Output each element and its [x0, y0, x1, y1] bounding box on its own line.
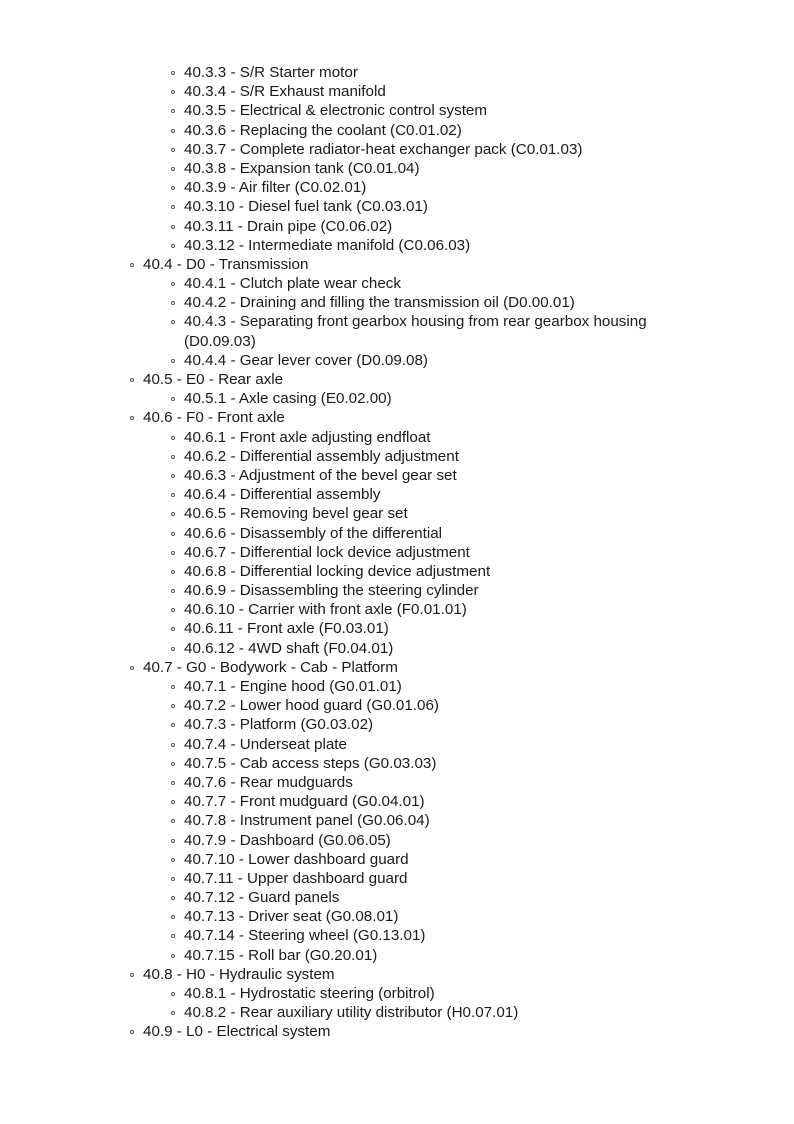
toc-entry[interactable] [0, 293, 794, 312]
toc-entry[interactable] [0, 159, 794, 178]
toc-entry-label: 40.6.1 - Front axle adjusting endfloat [184, 428, 431, 446]
toc-entry[interactable] [0, 312, 794, 331]
circle-bullet-icon [171, 359, 175, 363]
circle-bullet-icon [171, 954, 175, 958]
circle-bullet-icon [171, 532, 175, 536]
toc-entry-label: 40.6.7 - Differential lock device adjustment [184, 543, 470, 561]
toc-entry-label: 40.6.8 - Differential locking device adjustment [184, 562, 491, 580]
toc-entry[interactable] [0, 447, 794, 466]
circle-bullet-icon [130, 263, 134, 267]
circle-bullet-icon [171, 397, 175, 401]
toc-entry-label: 40.7.12 - Guard panels [184, 889, 340, 907]
toc-entry-label: 40.7.4 - Underseat plate [184, 735, 347, 753]
toc-entry[interactable] [0, 121, 794, 140]
toc-entry-label: 40.7.15 - Roll bar (G0.20.01) [184, 946, 378, 964]
toc-entry[interactable] [0, 946, 794, 965]
toc-entry-label: 40.8.2 - Rear auxiliary utility distributor (H0.07.01) [184, 1004, 519, 1022]
circle-bullet-icon [171, 570, 175, 574]
toc-section[interactable] [0, 658, 794, 677]
toc-entry-label: 40.5.1 - Axle casing (E0.02.00) [184, 390, 392, 408]
toc-entry[interactable] [0, 926, 794, 945]
toc-entry-label: 40.4.4 - Gear lever cover (D0.09.08) [184, 351, 428, 369]
toc-entry[interactable] [0, 1003, 794, 1022]
toc-entry[interactable] [0, 217, 794, 236]
toc-entry-label: 40.5 - E0 - Rear axle [143, 371, 284, 388]
toc-entry-label: 40.7.13 - Driver seat (G0.08.01) [184, 908, 399, 926]
toc-entry[interactable] [0, 600, 794, 619]
toc-entry[interactable] [0, 754, 794, 773]
toc-entry-label: 40.3.11 - Drain pipe (C0.06.02) [184, 217, 393, 235]
toc-entry-label: 40.8 - H0 - Hydraulic system [143, 965, 335, 983]
toc-entry[interactable] [0, 792, 794, 811]
toc-entry[interactable] [0, 63, 794, 82]
toc-entry-label: 40.3.9 - Air filter (C0.02.01) [184, 179, 367, 197]
toc-entry[interactable] [0, 888, 794, 907]
toc-entry[interactable] [0, 984, 794, 1003]
circle-bullet-icon [171, 205, 175, 209]
toc-entry[interactable] [0, 831, 794, 850]
circle-bullet-icon [171, 781, 175, 785]
toc-entry-label: 40.4 - D0 - Transmission [143, 255, 309, 273]
circle-bullet-icon [171, 129, 175, 133]
toc-entry-label: 40.7.7 - Front mudguard (G0.04.01) [184, 793, 425, 811]
toc-entry[interactable] [0, 811, 794, 830]
toc-entry-label: 40.6.4 - Differential assembly [184, 486, 381, 504]
toc-entry[interactable] [0, 581, 794, 600]
toc-entry[interactable] [0, 504, 794, 523]
toc-entry-label: 40.6.12 - 4WD shaft (F0.04.01) [184, 639, 394, 657]
circle-bullet-icon [171, 685, 175, 689]
circle-bullet-icon [171, 819, 175, 823]
toc-entry-label: 40.7.3 - Platform (G0.03.02) [184, 716, 374, 734]
toc-entry-label-continuation: (D0.09.03) [184, 332, 256, 350]
toc-entry-label: 40.7.9 - Dashboard (G0.06.05) [184, 831, 391, 849]
toc-entry-label: 40.6.2 - Differential assembly adjustment [184, 447, 459, 465]
toc-entry-label: 40.7 - G0 - Bodywork - Cab - Platform [143, 658, 398, 676]
circle-bullet-icon [171, 71, 175, 75]
toc-section[interactable] [0, 408, 794, 427]
toc-entry-label: 40.3.3 - S/R Starter motor [184, 64, 358, 81]
toc-entry-label: 40.4.2 - Draining and filling the transmission oil (D0.00.01) [184, 294, 575, 312]
toc-entry-continuation[interactable] [0, 332, 794, 351]
toc-entry-label: 40.6.6 - Disassembly of the differential [184, 524, 443, 542]
toc-entry-label: 40.6.11 - Front axle (F0.03.01) [184, 620, 389, 638]
toc-entry-label: 40.3.7 - Complete radiator-heat exchanger pack (C0.01.03) [184, 140, 583, 158]
toc-entry-label: 40.9 - L0 - Electrical system [143, 1023, 331, 1041]
circle-bullet-icon [171, 225, 175, 229]
circle-bullet-icon [171, 589, 175, 593]
toc-entry[interactable] [0, 869, 794, 888]
toc-entry-label: 40.8.1 - Hydrostatic steering (orbitrol) [184, 985, 435, 1002]
circle-bullet-icon [171, 743, 175, 747]
circle-bullet-icon [171, 474, 175, 478]
toc-entry[interactable] [0, 466, 794, 485]
table-of-contents [0, 63, 794, 1042]
circle-bullet-icon [171, 244, 175, 248]
toc-section[interactable] [0, 1022, 794, 1041]
circle-bullet-icon [171, 627, 175, 631]
circle-bullet-icon [171, 282, 175, 286]
toc-entry[interactable] [0, 485, 794, 504]
circle-bullet-icon [130, 973, 134, 977]
toc-section[interactable] [0, 965, 794, 984]
toc-entry[interactable] [0, 82, 794, 101]
toc-entry[interactable] [0, 639, 794, 658]
circle-bullet-icon [171, 896, 175, 900]
circle-bullet-icon [171, 512, 175, 516]
circle-bullet-icon [171, 608, 175, 612]
circle-bullet-icon [171, 167, 175, 171]
toc-entry[interactable] [0, 850, 794, 869]
circle-bullet-icon [171, 493, 175, 497]
toc-entry[interactable] [0, 140, 794, 159]
circle-bullet-icon [171, 320, 175, 324]
toc-entry[interactable] [0, 524, 794, 543]
circle-bullet-icon [171, 858, 175, 862]
toc-entry-label: 40.7.10 - Lower dashboard guard [184, 850, 409, 868]
circle-bullet-icon [171, 647, 175, 651]
toc-entry[interactable] [0, 101, 794, 120]
circle-bullet-icon [130, 416, 134, 420]
circle-bullet-icon [171, 800, 175, 804]
circle-bullet-icon [171, 992, 175, 996]
circle-bullet-icon [171, 762, 175, 766]
toc-entry[interactable] [0, 619, 794, 638]
toc-entry[interactable] [0, 907, 794, 926]
toc-entry-label: 40.6.5 - Removing bevel gear set [184, 505, 408, 523]
circle-bullet-icon [171, 148, 175, 152]
toc-entry-label: 40.4.3 - Separating front gearbox housing from rear gearbox housing [184, 313, 647, 331]
circle-bullet-icon [130, 666, 134, 670]
circle-bullet-icon [171, 436, 175, 440]
toc-entry-label: 40.7.1 - Engine hood (G0.01.01) [184, 678, 402, 695]
toc-section[interactable] [0, 370, 794, 389]
toc-entry-label: 40.6.10 - Carrier with front axle (F0.01.01) [184, 601, 467, 619]
circle-bullet-icon [130, 1030, 134, 1034]
toc-entry[interactable] [0, 696, 794, 715]
toc-entry[interactable] [0, 677, 794, 696]
toc-entry-label: 40.3.6 - Replacing the coolant (C0.01.02) [184, 121, 462, 139]
circle-bullet-icon [171, 186, 175, 190]
toc-entry-label: 40.7.6 - Rear mudguards [184, 773, 353, 791]
toc-entry[interactable] [0, 543, 794, 562]
toc-entry-label: 40.7.11 - Upper dashboard guard [184, 869, 408, 887]
toc-entry-label: 40.7.5 - Cab access steps (G0.03.03) [184, 754, 437, 772]
toc-entry[interactable] [0, 197, 794, 216]
toc-entry[interactable] [0, 735, 794, 754]
toc-entry[interactable] [0, 773, 794, 792]
circle-bullet-icon [171, 934, 175, 938]
toc-entry-label: 40.3.10 - Diesel fuel tank (C0.03.01) [184, 198, 428, 216]
circle-bullet-icon [171, 109, 175, 113]
toc-entry-label: 40.7.8 - Instrument panel (G0.06.04) [184, 812, 430, 830]
circle-bullet-icon [171, 1011, 175, 1015]
toc-entry-label: 40.3.8 - Expansion tank (C0.01.04) [184, 159, 420, 177]
toc-entry-label: 40.3.12 - Intermediate manifold (C0.06.03) [184, 236, 471, 254]
toc-entry-label: 40.4.1 - Clutch plate wear check [184, 275, 401, 293]
toc-section[interactable] [0, 255, 794, 274]
circle-bullet-icon [171, 90, 175, 94]
toc-entry[interactable] [0, 178, 794, 197]
toc-entry[interactable] [0, 274, 794, 293]
circle-bullet-icon [171, 551, 175, 555]
circle-bullet-icon [171, 915, 175, 919]
circle-bullet-icon [171, 455, 175, 459]
toc-entry[interactable] [0, 236, 794, 255]
toc-entry-label: 40.6.9 - Disassembling the steering cylinder [184, 582, 479, 600]
toc-entry-label: 40.3.5 - Electrical & electronic control system [184, 102, 488, 120]
circle-bullet-icon [171, 704, 175, 708]
toc-entry-label: 40.6 - F0 - Front axle [143, 409, 285, 427]
circle-bullet-icon [171, 723, 175, 727]
toc-entry-label: 40.7.2 - Lower hood guard (G0.01.06) [184, 697, 439, 715]
toc-entry[interactable] [0, 715, 794, 734]
toc-entry[interactable] [0, 428, 794, 447]
toc-entry[interactable] [0, 351, 794, 370]
circle-bullet-icon [171, 301, 175, 305]
toc-entry-label: 40.7.14 - Steering wheel (G0.13.01) [184, 927, 426, 945]
circle-bullet-icon [171, 877, 175, 881]
toc-entry[interactable] [0, 389, 794, 408]
toc-entry-label: 40.6.3 - Adjustment of the bevel gear set [184, 466, 457, 484]
circle-bullet-icon [130, 378, 134, 382]
circle-bullet-icon [171, 839, 175, 843]
toc-entry[interactable] [0, 562, 794, 581]
toc-entry-label: 40.3.4 - S/R Exhaust manifold [184, 83, 386, 101]
